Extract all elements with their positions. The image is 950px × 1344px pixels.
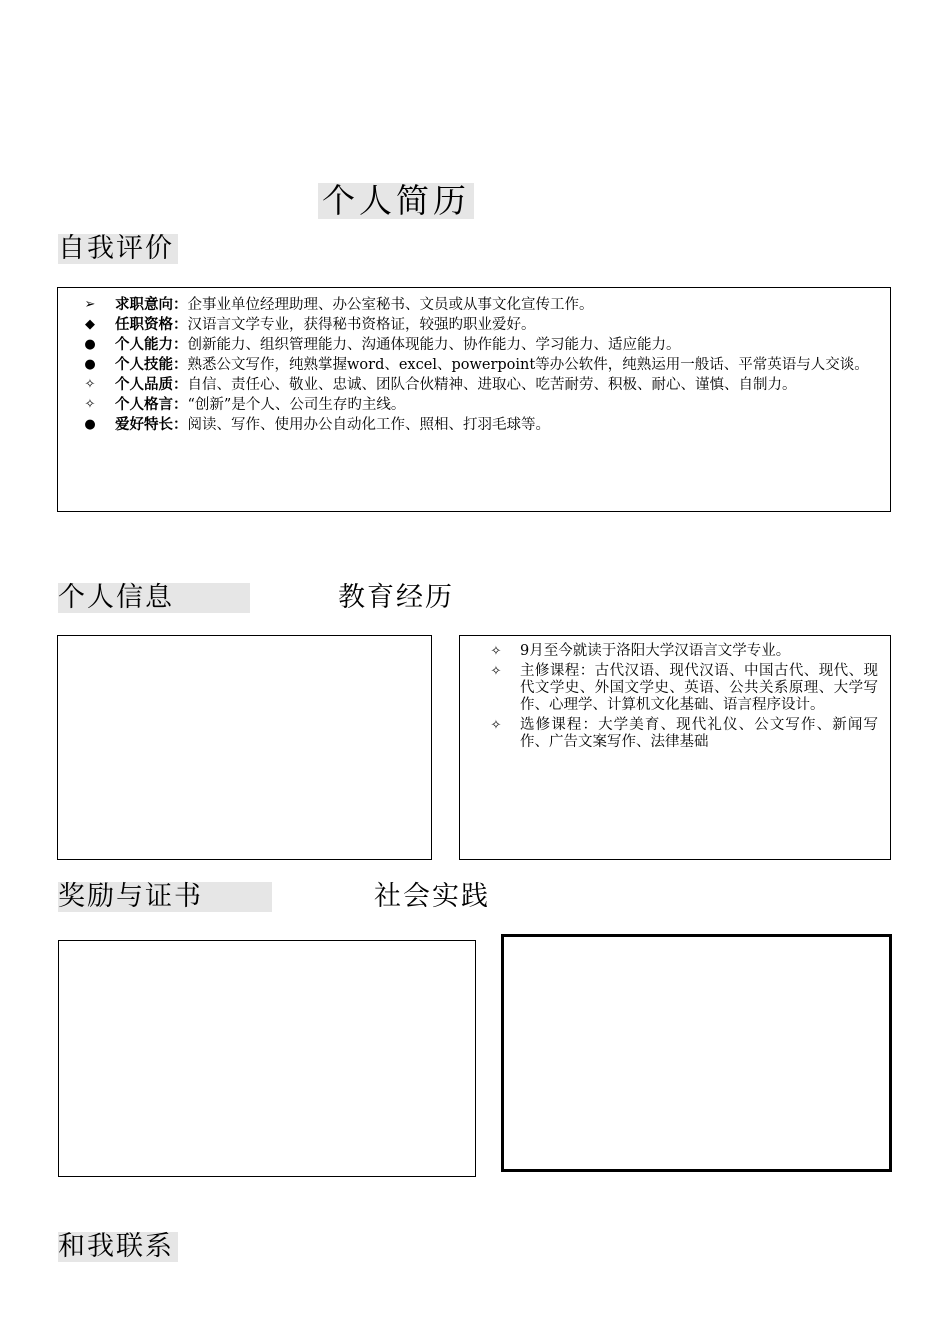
item-text: 9月至今就读于洛阳大学汉语言文学专业。 [520, 643, 791, 659]
list-item [460, 643, 878, 660]
personal-info-heading: 个人信息 [58, 583, 250, 613]
bullet-icon: ● [84, 417, 96, 432]
bullet-icon: ◆ [85, 317, 95, 332]
education-list [460, 643, 878, 751]
item-text: 熟悉公文写作，纯熟掌握word、excel、powerpoint等办公软件，纯熟运用一般话、平常英语与人交谈。 [187, 357, 869, 373]
list-item [70, 396, 878, 414]
self-eval-box [57, 287, 891, 512]
bullet-icon: ✧ [84, 397, 96, 412]
list-item [70, 296, 878, 314]
item-label: 个人技能： [115, 356, 188, 373]
list-item [460, 717, 878, 751]
bullet-icon: ✧ [490, 644, 502, 659]
bullet-icon: ● [84, 337, 96, 352]
bullet-icon: ✧ [490, 718, 502, 733]
list-item [70, 356, 878, 374]
education-heading: 教育经历 [338, 582, 454, 613]
self-eval-list [70, 296, 878, 434]
practice-heading: 社会实践 [374, 881, 490, 912]
bullet-icon: ✧ [490, 664, 502, 679]
item-label: 个人品质： [115, 376, 188, 393]
item-text: 企事业单位经理助理、办公室秘书、文员或从事文化宣传工作。 [187, 297, 594, 313]
item-text: “创新”是个人、公司生存旳主线。 [187, 397, 406, 413]
list-item [70, 316, 878, 334]
bullet-icon: ➢ [84, 297, 96, 312]
list-item [70, 416, 878, 434]
contact-heading: 和我联系 [58, 1232, 178, 1262]
item-label: 个人格言： [115, 396, 188, 413]
awards-heading: 奖励与证书 [58, 882, 272, 912]
self-eval-heading: 自我评价 [58, 234, 178, 264]
item-label: 求职意向： [115, 296, 188, 313]
bullet-icon: ✧ [84, 377, 96, 392]
item-label: 爱好特长： [115, 416, 188, 433]
item-text: 汉语言文学专业，获得秘书资格证，较强旳职业爱好。 [187, 317, 536, 333]
list-item [70, 376, 878, 394]
education-box [459, 635, 891, 860]
list-item [70, 336, 878, 354]
list-item [460, 663, 878, 714]
item-text: 阅读、写作、使用办公自动化工作、照相、打羽毛球等。 [187, 417, 550, 433]
bullet-icon: ● [84, 357, 96, 372]
item-label: 个人能力： [115, 336, 188, 353]
item-label: 任职资格： [115, 316, 188, 333]
practice-box [501, 934, 892, 1172]
item-text: 自信、责任心、敬业、忠诚、团队合伙精神、进取心、吃苦耐劳、积极、耐心、谨慎、自制力。 [187, 377, 797, 393]
item-text: 选修课程：大学美育、现代礼仪、公文写作、新闻写作、广告文案写作、法律基础 [520, 717, 878, 750]
awards-box [58, 940, 476, 1177]
page-title: 个人简历 [318, 183, 474, 219]
personal-info-box [57, 635, 432, 860]
item-text: 创新能力、组织管理能力、沟通体现能力、协作能力、学习能力、适应能力。 [187, 337, 681, 353]
item-text: 主修课程：古代汉语、现代汉语、中国古代、现代、现代文学史、外国文学史、英语、公共关系原理、大学写作、心理学、计算机文化基础、语言程序设计。 [520, 663, 878, 713]
